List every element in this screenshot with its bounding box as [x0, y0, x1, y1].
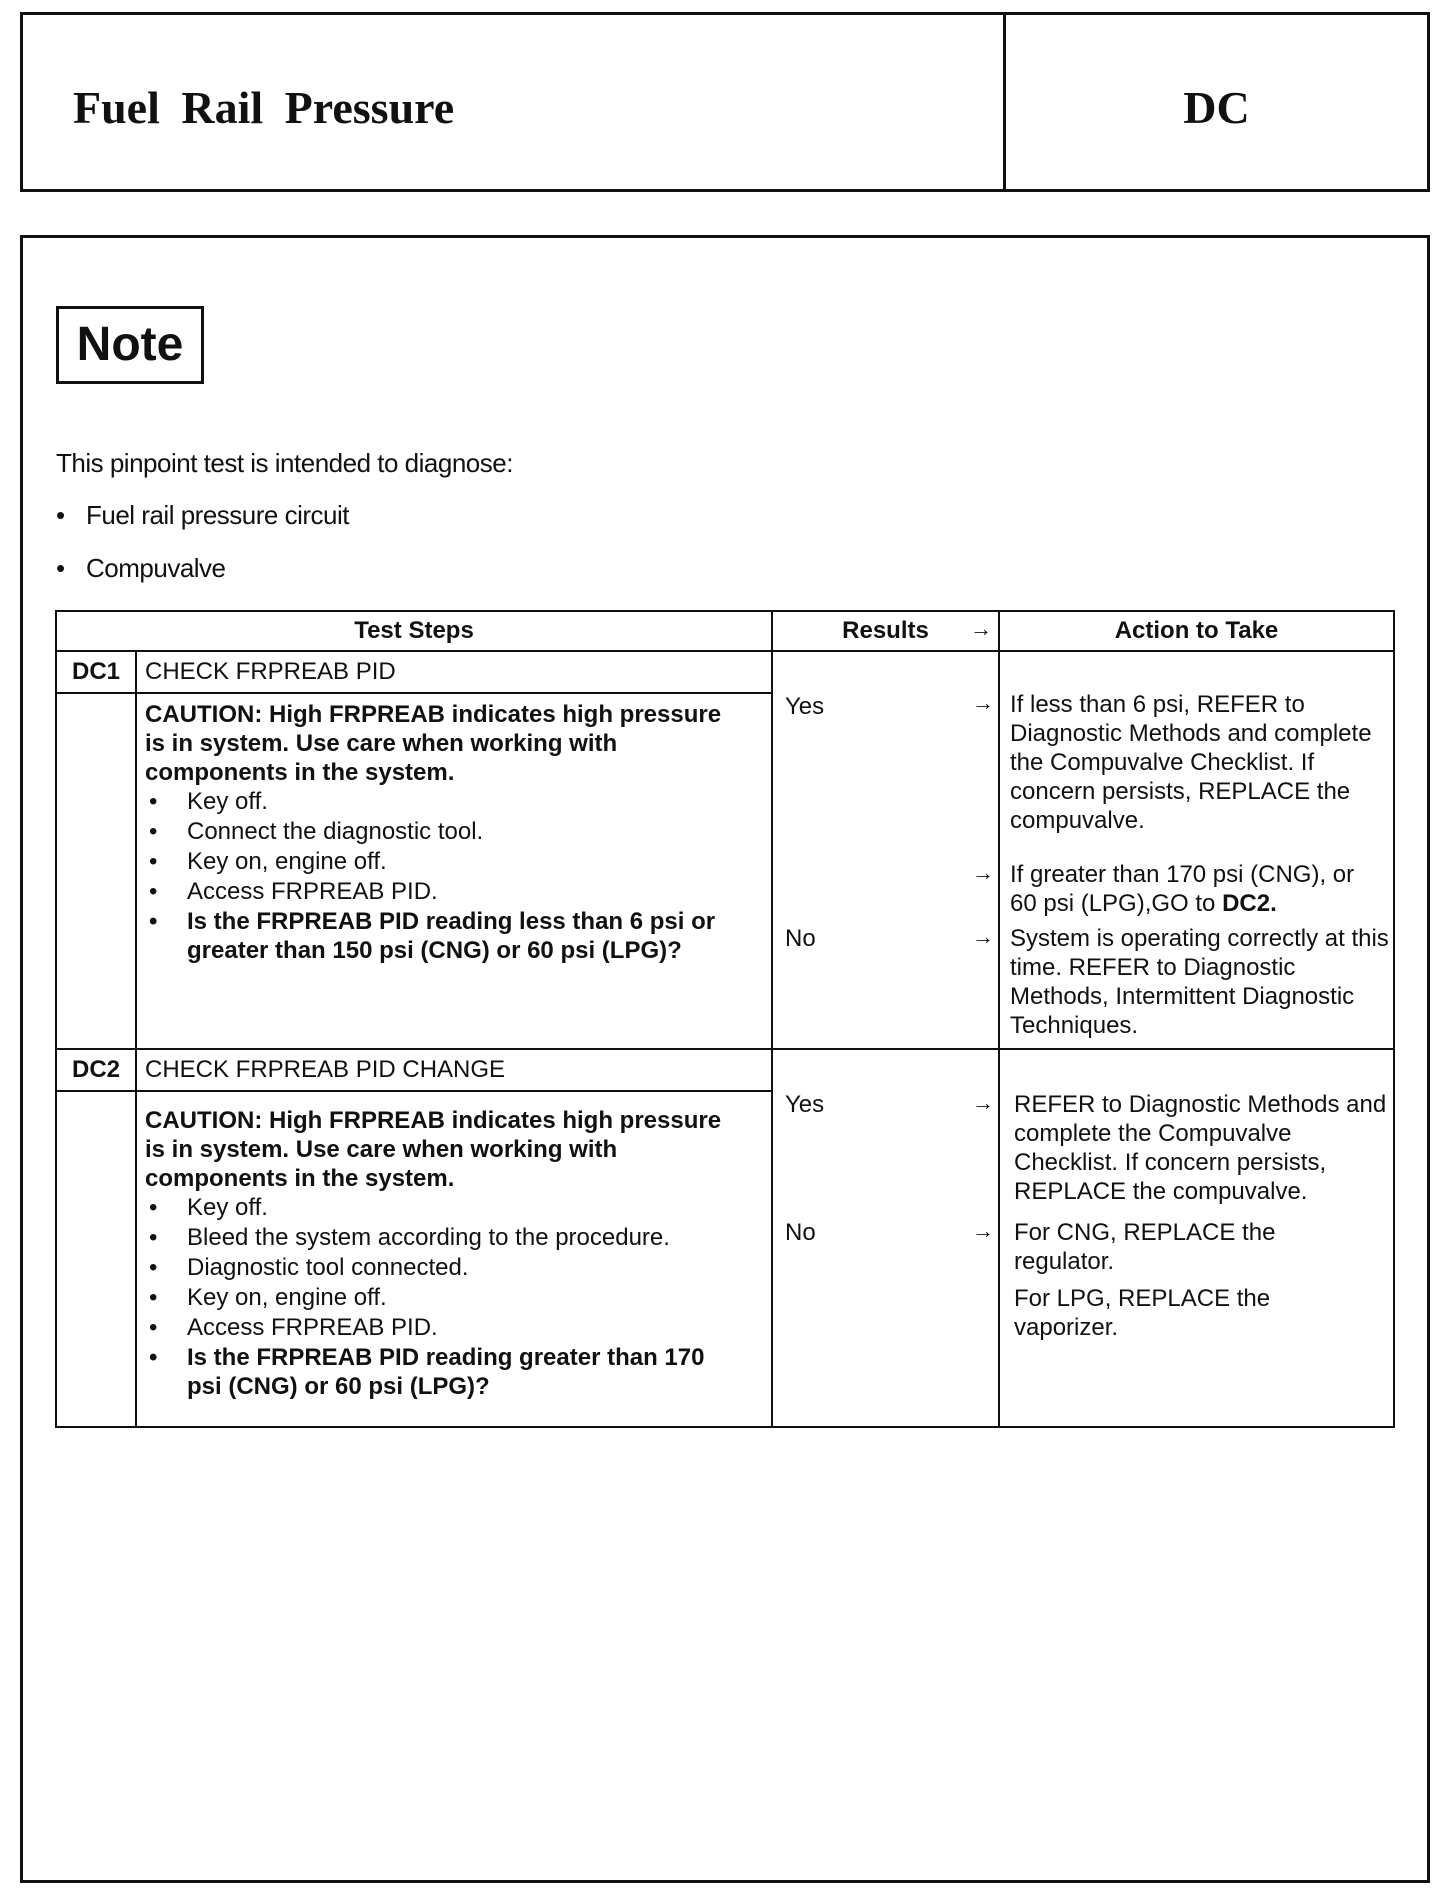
- table-row: [56, 1049, 1394, 1091]
- action-dc2-no-1: For CNG, REPLACE the regulator.: [1014, 1219, 1276, 1275]
- action-dc1-yes-1: If less than 6 psi, REFER to Diagnostic Methods and complete the Compuvalve Checklist. If concern persists, REPLACE the compuvalve.: [1010, 691, 1372, 834]
- action-dc2-no-2: For LPG, REPLACE the vaporizer.: [1014, 1285, 1271, 1341]
- question-dc1: • Is the FRPREAB PID reading less than 6 psi or greater than 150 psi (CNG) or 60 psi (LPG)?: [145, 907, 735, 965]
- step-id-dc2: DC2: [56, 1049, 136, 1091]
- list-item: • Connect the diagnostic tool.: [145, 817, 735, 847]
- col-header-results: Results →: [772, 611, 999, 651]
- list-item: • Bleed the system according to the procedure.: [145, 1223, 735, 1253]
- list-item: • Access FRPREAB PID.: [145, 877, 735, 907]
- step-id-spacer: [56, 693, 136, 1049]
- result-yes: Yes: [785, 1091, 825, 1118]
- step-title-dc1: CHECK FRPREAB PID: [136, 651, 772, 693]
- section-code: DC: [1183, 82, 1250, 133]
- list-item: • Key on, engine off.: [145, 1283, 735, 1313]
- arrow-icon: →: [972, 860, 994, 885]
- page-header: [20, 12, 1430, 192]
- note-bullet: • Fuel rail pressure circuit: [56, 500, 349, 530]
- action-dc1-yes-2: If greater than 170 psi (CNG), or 60 psi (LPG),GO to DC2.: [1010, 861, 1355, 917]
- table-row: [56, 651, 1394, 693]
- step-id-spacer: [56, 1091, 136, 1427]
- list-item: • Key on, engine off.: [145, 847, 735, 877]
- result-no: No: [785, 925, 816, 952]
- note-bullet: • Compuvalve: [56, 553, 226, 583]
- caution-dc1: CAUTION: High FRPREAB indicates high pressure is in system. Use care when working with components in the system.: [145, 701, 722, 786]
- arrow-icon: →: [972, 924, 994, 949]
- col-header-action: Action to Take: [999, 611, 1394, 651]
- step-list-dc2: [145, 1193, 735, 1401]
- caution-dc2: CAUTION: High FRPREAB indicates high pressure is in system. Use care when working with components in the system.: [145, 1107, 722, 1192]
- list-item: • Key off.: [145, 787, 735, 817]
- result-no: No: [785, 1219, 816, 1246]
- col-header-steps: Test Steps: [56, 611, 772, 651]
- list-item: • Diagnostic tool connected.: [145, 1253, 735, 1283]
- page-title: Fuel Rail Pressure: [73, 82, 455, 133]
- results-dc2: [772, 1049, 999, 1427]
- result-yes: Yes: [785, 693, 825, 720]
- step-list-dc1: [145, 787, 735, 965]
- step-body-dc1: [136, 693, 772, 1049]
- arrow-icon: →: [972, 1218, 994, 1243]
- action-dc1-no: System is operating correctly at this time. REFER to Diagnostic Methods, Intermittent Diagnostic Techniques.: [1010, 925, 1389, 1039]
- step-title-dc2: CHECK FRPREAB PID CHANGE: [136, 1049, 772, 1091]
- arrow-icon: →: [970, 616, 992, 641]
- actions-dc1: [999, 651, 1394, 1049]
- question-dc2: • Is the FRPREAB PID reading greater than 170 psi (CNG) or 60 psi (LPG)?: [145, 1343, 735, 1401]
- list-item: • Key off.: [145, 1193, 735, 1223]
- action-dc2-yes: REFER to Diagnostic Methods and complete the Compuvalve Checklist. If concern persists, REPLACE the compuvalve.: [1014, 1091, 1387, 1205]
- note-intro: This pinpoint test is intended to diagnose:: [56, 448, 513, 478]
- content-box: [20, 235, 1430, 1883]
- test-steps-table: [55, 610, 1395, 1428]
- list-item: • Access FRPREAB PID.: [145, 1313, 735, 1343]
- results-dc1: [772, 651, 999, 1049]
- arrow-icon: →: [972, 1090, 994, 1115]
- arrow-icon: →: [972, 690, 994, 715]
- table-header-row: [56, 611, 1394, 651]
- step-body-dc2: [136, 1091, 772, 1427]
- step-id-dc1: DC1: [56, 651, 136, 693]
- actions-dc2: [999, 1049, 1394, 1427]
- note-label: Note: [56, 306, 204, 384]
